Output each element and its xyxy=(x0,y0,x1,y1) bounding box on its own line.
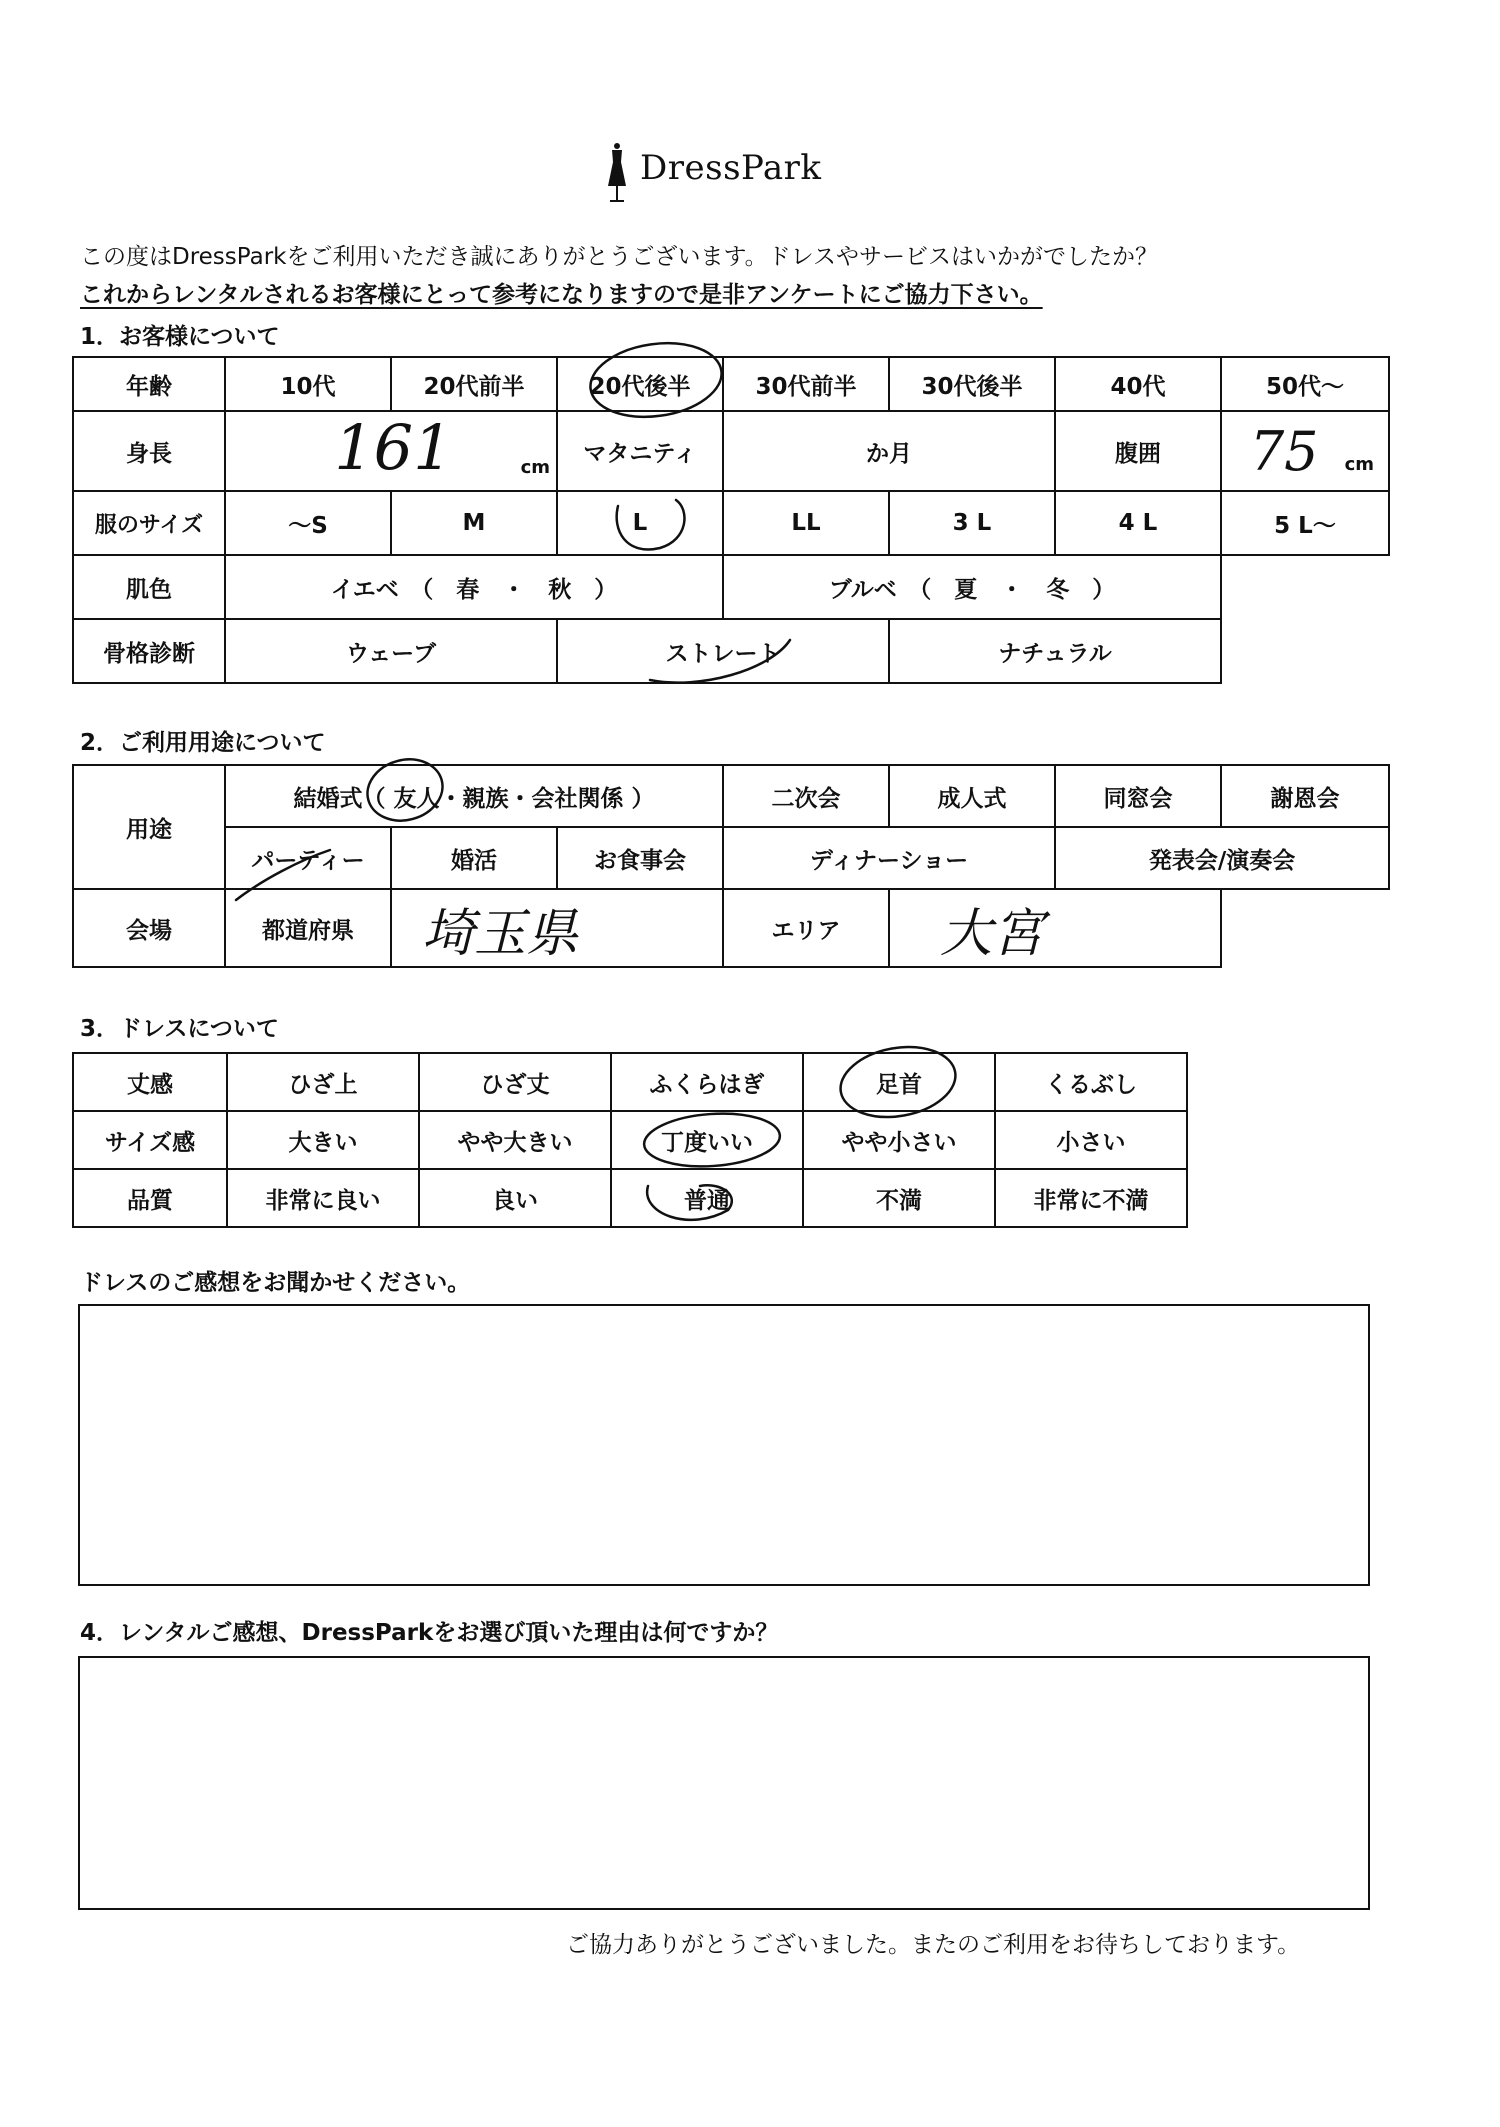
age-option[interactable]: 50代～ xyxy=(1221,357,1389,411)
waist-unit: cm xyxy=(1344,453,1374,475)
size-option[interactable]: 5 L～ xyxy=(1221,491,1389,555)
dress-form-icon xyxy=(600,140,634,210)
section1-title: 1．お客様について xyxy=(80,324,280,350)
purpose-option[interactable]: 成人式 xyxy=(889,765,1055,827)
length-option[interactable]: ふくらはぎ xyxy=(611,1053,803,1111)
purpose-option[interactable]: ディナーショー xyxy=(723,827,1055,889)
maternity-field[interactable] xyxy=(723,411,1055,491)
purpose-option[interactable]: 二次会 xyxy=(723,765,889,827)
prefecture-label: 都道府県 xyxy=(225,889,391,967)
age-option[interactable]: 30代後半 xyxy=(889,357,1055,411)
section2-title: 2．ご利用用途について xyxy=(80,730,326,756)
waist-field[interactable] xyxy=(1221,411,1389,491)
frame-label: 骨格診断 xyxy=(73,619,225,683)
quality-option[interactable]: 非常に良い xyxy=(227,1169,419,1227)
purpose-label: 用途 xyxy=(73,765,225,889)
section3-title: 3．ドレスについて xyxy=(80,1016,279,1042)
prefecture-field[interactable] xyxy=(391,889,723,967)
height-unit: cm xyxy=(520,456,550,478)
length-option[interactable]: ひざ上 xyxy=(227,1053,419,1111)
area-label: エリア xyxy=(723,889,889,967)
size-option[interactable]: M xyxy=(391,491,557,555)
purpose-table xyxy=(72,764,1390,968)
height-field[interactable] xyxy=(225,411,557,491)
frame-option[interactable]: ナチュラル xyxy=(889,619,1221,683)
frame-option[interactable]: ウェーブ xyxy=(225,619,557,683)
length-option-selected[interactable]: 足首 xyxy=(803,1053,995,1111)
age-option[interactable]: 20代前半 xyxy=(391,357,557,411)
age-option[interactable]: 40代 xyxy=(1055,357,1221,411)
waist-label: 腹囲 xyxy=(1055,411,1221,491)
waist-value: 75 xyxy=(1249,419,1319,483)
age-option[interactable]: 10代 xyxy=(225,357,391,411)
purpose-option[interactable]: 同窓会 xyxy=(1055,765,1221,827)
fit-option[interactable]: やや小さい xyxy=(803,1111,995,1169)
dress-comment-prompt: ドレスのご感想をお聞かせください。 xyxy=(80,1270,471,1296)
empty-cell xyxy=(1221,619,1389,683)
brand-logo xyxy=(600,140,900,220)
length-option[interactable]: ひざ丈 xyxy=(419,1053,611,1111)
age-label: 年齢 xyxy=(73,357,225,411)
customer-table xyxy=(72,356,1390,684)
height-value: 161 xyxy=(334,411,453,484)
rental-comment-box[interactable] xyxy=(78,1656,1370,1910)
fit-option[interactable]: 大きい xyxy=(227,1111,419,1169)
skin-option-blue[interactable]: ブルベ （ 夏 ・ 冬 ） xyxy=(723,555,1221,619)
prefecture-value: 埼玉県 xyxy=(422,903,579,964)
quality-label: 品質 xyxy=(73,1169,227,1227)
purpose-wedding[interactable]: 結婚式（ 友人・親族・会社関係 ） xyxy=(225,765,723,827)
empty-cell xyxy=(1221,555,1389,619)
quality-option[interactable]: 非常に不満 xyxy=(995,1169,1187,1227)
size-option[interactable]: ～S xyxy=(225,491,391,555)
footer-thanks: ご協力ありがとうございました。またのご利用をお待ちしております。 xyxy=(566,1932,1301,1958)
size-option-selected[interactable]: L xyxy=(557,491,723,555)
intro-line-1: この度はDressParkをご利用いただき誠にありがとうございます。ドレスやサービスはいかがでしたか？ xyxy=(80,244,1158,270)
length-option[interactable]: くるぶし xyxy=(995,1053,1187,1111)
area-field[interactable] xyxy=(889,889,1221,967)
intro-line-2: これからレンタルされるお客様にとって参考になりますので是非アンケートにご協力下さい。 xyxy=(80,282,1043,308)
skin-label: 肌色 xyxy=(73,555,225,619)
skin-option-yellow[interactable]: イエベ （ 春 ・ 秋 ） xyxy=(225,555,723,619)
brand-name: DressPark xyxy=(640,148,822,188)
fit-option-selected[interactable]: 丁度いい xyxy=(611,1111,803,1169)
maternity-unit: か月 xyxy=(866,440,912,467)
age-option-selected[interactable]: 20代後半 xyxy=(557,357,723,411)
empty-cell xyxy=(1221,889,1389,967)
dress-comment-box[interactable] xyxy=(78,1304,1370,1586)
size-label: 服のサイズ xyxy=(73,491,225,555)
fit-option[interactable]: やや大きい xyxy=(419,1111,611,1169)
quality-option[interactable]: 不満 xyxy=(803,1169,995,1227)
size-option[interactable]: 4 L xyxy=(1055,491,1221,555)
fit-option[interactable]: 小さい xyxy=(995,1111,1187,1169)
purpose-option[interactable]: 謝恩会 xyxy=(1221,765,1389,827)
size-option[interactable]: LL xyxy=(723,491,889,555)
purpose-option[interactable]: 発表会/演奏会 xyxy=(1055,827,1389,889)
maternity-label: マタニティ xyxy=(557,411,723,491)
frame-option-selected[interactable]: ストレート xyxy=(557,619,889,683)
section4-title: 4．レンタルご感想、DressParkをお選び頂いた理由は何ですか？ xyxy=(80,1620,779,1646)
length-label: 丈感 xyxy=(73,1053,227,1111)
quality-option-selected[interactable]: 普通 xyxy=(611,1169,803,1227)
size-option[interactable]: 3 L xyxy=(889,491,1055,555)
dress-table xyxy=(72,1052,1188,1228)
quality-option[interactable]: 良い xyxy=(419,1169,611,1227)
purpose-option[interactable]: お食事会 xyxy=(557,827,723,889)
area-value: 大宮 xyxy=(940,903,1045,964)
height-label: 身長 xyxy=(73,411,225,491)
age-option[interactable]: 30代前半 xyxy=(723,357,889,411)
fit-label: サイズ感 xyxy=(73,1111,227,1169)
purpose-option-selected[interactable]: パーティー xyxy=(225,827,391,889)
purpose-option[interactable]: 婚活 xyxy=(391,827,557,889)
venue-label: 会場 xyxy=(73,889,225,967)
